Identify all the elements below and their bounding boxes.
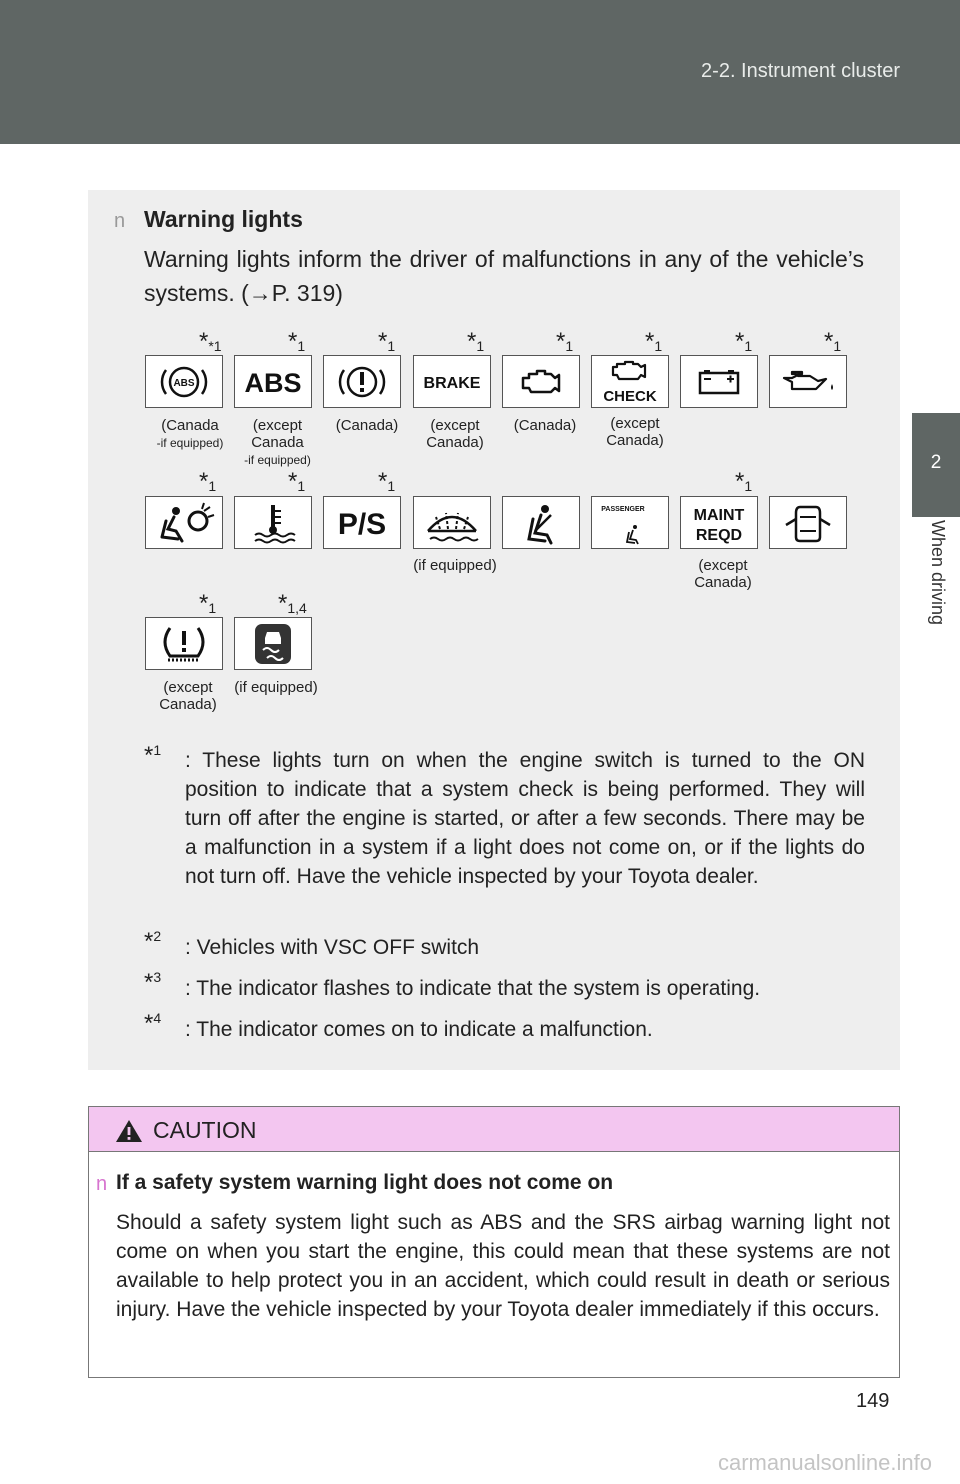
maint-reqd-icon — [680, 496, 758, 549]
svg-text:BRAKE: BRAKE — [423, 374, 481, 392]
airbag-icon — [145, 496, 223, 549]
svg-text:MAINT: MAINT — [693, 506, 745, 524]
marker-star: $*_1$ — [735, 328, 753, 355]
caption-if-equipped: (if equipped) — [234, 679, 318, 696]
svg-text:ABS: ABS — [173, 377, 195, 389]
caution-label: CAUTION — [153, 1117, 257, 1143]
caption-except-canada: (except Canada) — [159, 679, 217, 713]
marker-star: $*_{1,4}$ — [278, 590, 307, 617]
marker-star: $*_1$ — [824, 328, 842, 355]
chapter-tab-label: When driving — [928, 520, 948, 626]
footnote-text: : The indicator comes on to indicate a malfunction. — [185, 1018, 653, 1041]
svg-text:REQD: REQD — [695, 526, 743, 544]
caption-except-canada-if-equipped: (except Canada -if equipped) — [244, 417, 311, 467]
caption-canada: (Canada) — [513, 417, 577, 434]
marker-star: $*_1$ — [288, 468, 306, 495]
brake-text-icon — [413, 355, 491, 408]
tire-pressure-icon — [145, 617, 223, 670]
marker-star: $*_1$ — [199, 590, 217, 617]
caution-body: Should a safety system light such as ABS and the SRS airbag warning light not come on when you start the engine, this could mean that these systems are not available to help protect you in an accident, which could result in death or serious injury. Have the vehicle inspected by your Toyota dealer immediately if this occurs. — [116, 1211, 890, 1321]
abs-text-icon — [234, 355, 312, 408]
coolant-temp-icon — [234, 496, 312, 549]
section-bullet: n — [114, 210, 126, 232]
footnote-marker: *$^4$ — [144, 1010, 162, 1037]
section-intro: Warning lights inform the driver of malfunctions in any of the vehicle’s systems. (→P. 319) — [144, 246, 864, 306]
marker-star: $*_1$ — [288, 328, 306, 355]
marker-star: $*_1$ — [467, 328, 485, 355]
caution-bullet: n — [96, 1173, 108, 1195]
marker-star: $*_1$ — [378, 328, 396, 355]
slip-indicator-icon — [234, 617, 312, 670]
footnote-marker: *$^3$ — [144, 969, 162, 996]
marker-star: $*_1$ — [378, 468, 396, 495]
power-steering-icon — [323, 496, 401, 549]
footnote-marker: *$^2$ — [144, 928, 162, 955]
footnote-text: : Vehicles with VSC OFF switch — [185, 936, 480, 959]
marker-star: $*_1$ — [556, 328, 574, 355]
caution-title: If a safety system warning light does not come on — [116, 1171, 614, 1194]
caption-except-canada: (except Canada) — [694, 557, 752, 591]
page-header — [0, 0, 960, 144]
page-number: 149 — [856, 1390, 890, 1412]
abs-circle-icon — [145, 355, 223, 408]
caption-canada: (Canada) — [335, 417, 399, 434]
caption-if-equipped: (if equipped) — [413, 557, 497, 574]
caption-except-canada: (except Canada) — [606, 415, 664, 449]
footnote-marker: *$^1$ — [144, 742, 162, 769]
svg-text:PASSENGER: PASSENGER — [601, 505, 645, 513]
check-engine-icon — [591, 355, 669, 408]
marker-star: $*_{*1}$ — [199, 328, 222, 355]
marker-star: $*_1$ — [199, 468, 217, 495]
brake-exclamation-icon — [323, 355, 401, 408]
svg-text:P/S: P/S — [337, 507, 387, 541]
warning-triangle-icon — [115, 1119, 143, 1143]
svg-text:ABS: ABS — [244, 367, 302, 398]
chapter-title: 2-2. Instrument cluster — [701, 60, 900, 82]
chapter-tab-number: 2 — [912, 413, 960, 517]
passenger-seatbelt-icon — [591, 496, 669, 549]
marker-star: $*_1$ — [735, 468, 753, 495]
section-title: Warning lights — [144, 206, 303, 232]
footnote-text: : These lights turn on when the engine switch is turned to the ON position to indicate that a system check is being performed. They will turn off after the engine is started, or after a few seconds. There may be a malfunction in a system if a light does not come on, or if the lights do not turn off. Have the vehicle inspected by your Toyota dealer. — [185, 749, 865, 888]
seatbelt-icon — [502, 496, 580, 549]
engine-icon — [502, 355, 580, 408]
washer-fluid-icon — [413, 496, 491, 549]
caution-header — [89, 1107, 899, 1152]
oil-can-icon — [769, 355, 847, 408]
door-open-icon — [769, 496, 847, 549]
svg-text:CHECK: CHECK — [603, 387, 657, 405]
caption-except-canada: (except Canada) — [426, 417, 484, 451]
watermark: carmanualsonline.info — [717, 1450, 932, 1475]
footnote-text: : The indicator flashes to indicate that the system is operating. — [185, 977, 761, 1000]
battery-icon — [680, 355, 758, 408]
caption-canada-if-equipped: (Canada -if equipped) — [156, 417, 224, 450]
marker-star: $*_1$ — [645, 328, 663, 355]
